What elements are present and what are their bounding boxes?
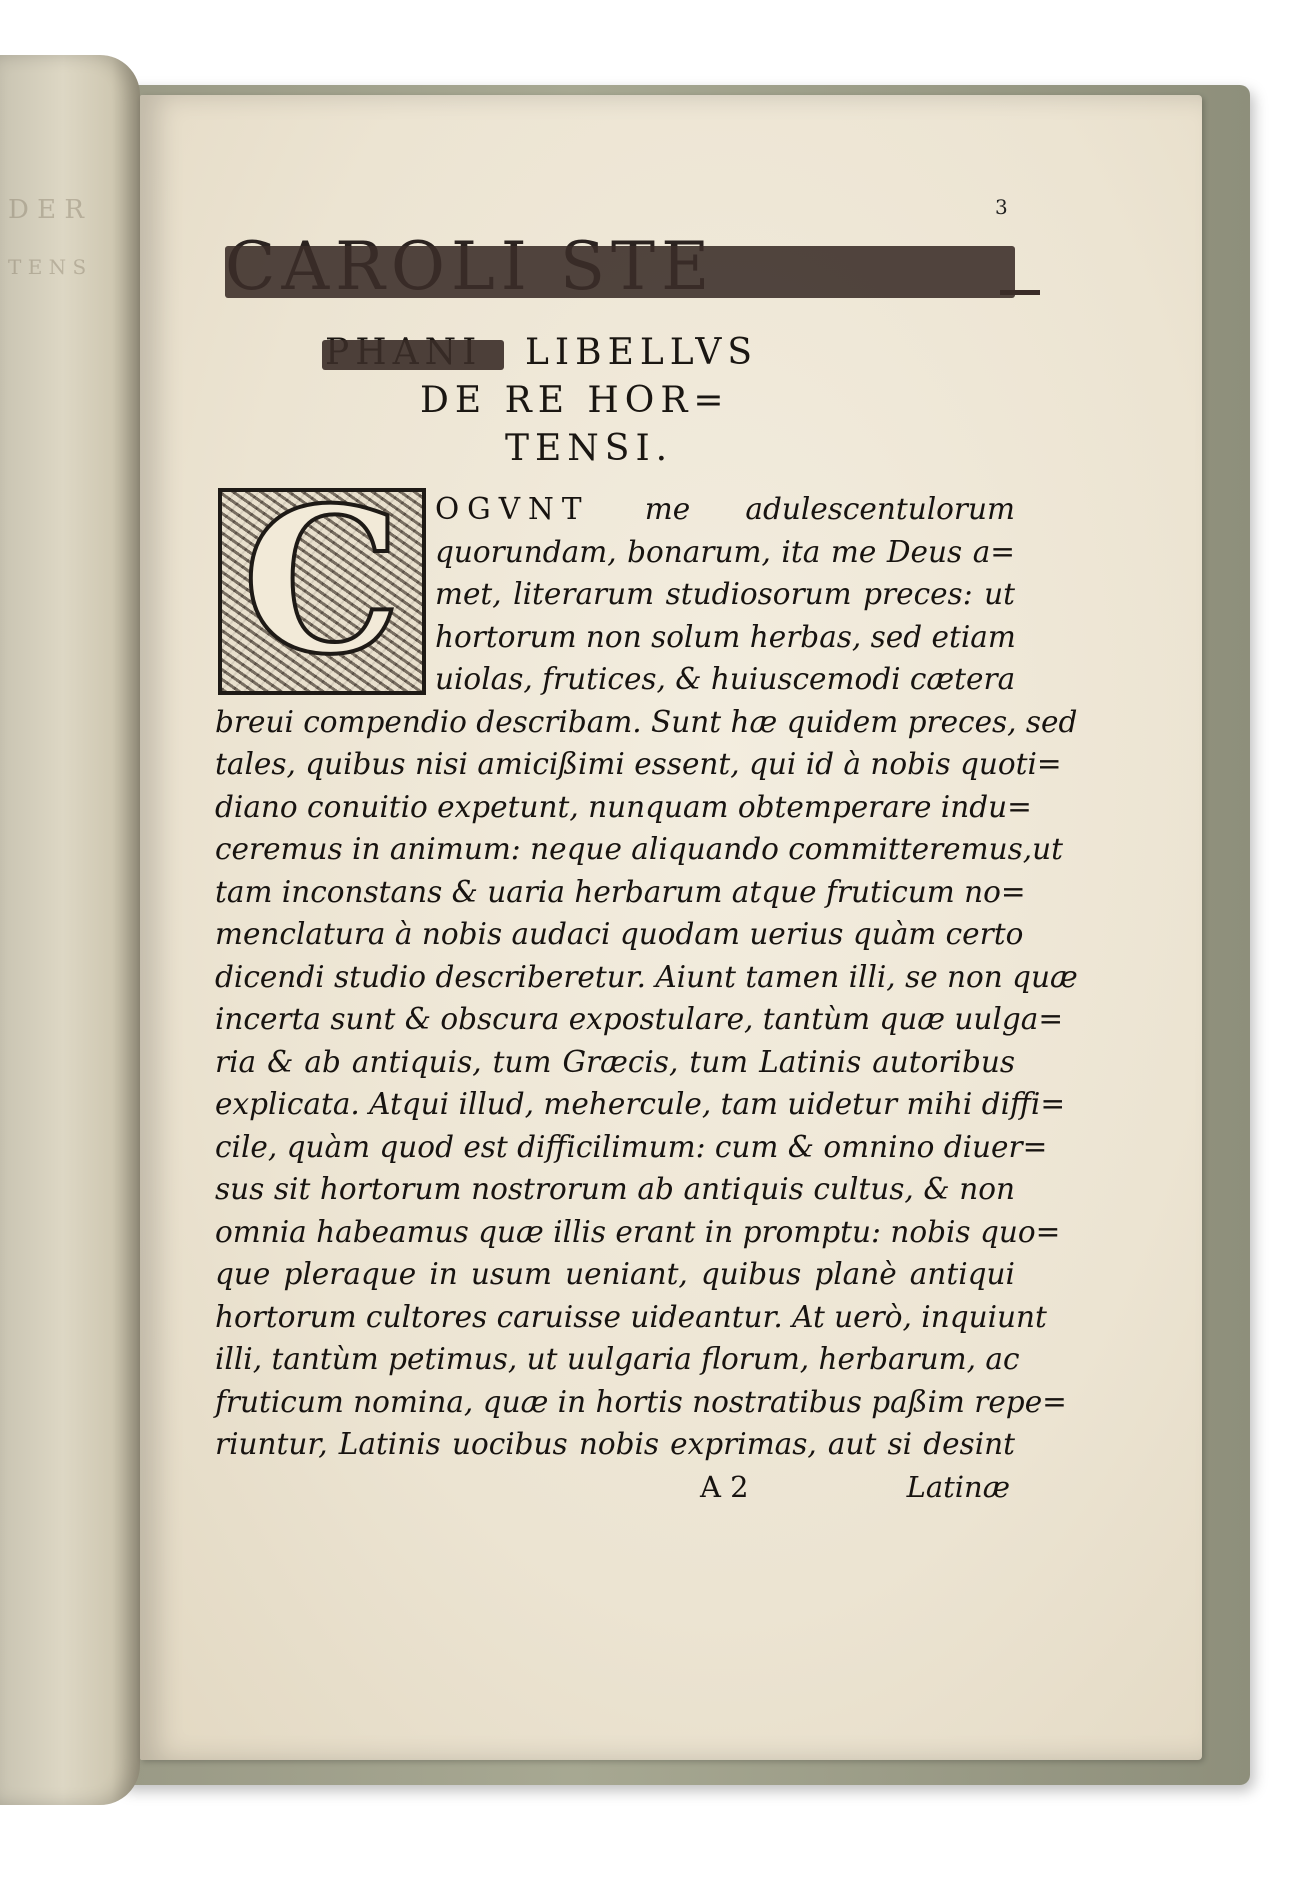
title-line-4: TENSI.	[505, 428, 674, 469]
text-line: omnia habeamus quæ illis erant in promptu: nobis quo=	[215, 1214, 1061, 1249]
text-line: menclatura à nobis audaci quodam uerius quàm certo	[215, 917, 1024, 951]
text-line: hortorum non solum herbas, sed etiam	[435, 619, 1016, 654]
catchword: Latinæ	[906, 1470, 1010, 1504]
ink-strikeout	[225, 246, 1015, 298]
text-line: ria & ab antiquis, tum Græcis, tum Latinis autoribus	[215, 1044, 1015, 1079]
initial-letter: C	[242, 488, 402, 695]
body-text	[215, 488, 1078, 1466]
text-line: quorundam, bonarum, ita me Deus a=	[435, 534, 1015, 569]
signature-mark: A 2	[700, 1470, 749, 1504]
text-line: riuntur, Latinis uocibus nobis exprimas, aut si desint	[215, 1427, 1015, 1461]
text-line: incerta sunt & obscura expostulare, tantùm quæ uulga=	[215, 1002, 1064, 1036]
text-line: breui compendio describam. Sunt hæ quidem preces, sed	[215, 704, 1078, 739]
text-line: sus sit hortorum nostrorum ab antiquis cultus, & non	[215, 1172, 1015, 1206]
catchline	[700, 1470, 1010, 1504]
title-line-3: DE RE HOR=	[420, 380, 730, 421]
ink-strikeout	[322, 340, 504, 370]
text-line: illi, tantùm petimus, ut uulgaria florum, herbarum, ac	[215, 1342, 1020, 1376]
text-line: OGVNT me adulescentulorum	[435, 492, 1015, 526]
text-line: diano conuitio expetunt, nunquam obtemperare indu=	[215, 789, 1032, 824]
text-line: ceremus in animum: neque aliquando committeremus,ut	[215, 832, 1063, 866]
show-through-text: T E N S	[8, 255, 87, 279]
text-line: explicata. Atqui illud, mehercule, tam uidetur mihi diffi=	[215, 1087, 1066, 1121]
text-line: hortorum cultores caruisse uideantur. At uerò, inquiunt	[215, 1299, 1047, 1334]
text-line: que pleraque in usum ueniant, quibus planè antiqui	[215, 1257, 1015, 1291]
show-through-text: D E R	[8, 195, 84, 225]
text-line: uiolas, frutices, & huiuscemodi cætera	[435, 662, 1016, 696]
title-line-2: LIBELLVS	[525, 332, 759, 373]
text-line: met, literarum studiosorum preces: ut	[435, 577, 1015, 611]
text-line: tam inconstans & uaria herbarum atque fruticum no=	[215, 874, 1026, 909]
text-line: cile, quàm quod est difficilimum: cum & omnino diuer=	[215, 1129, 1048, 1164]
ink-strikeout-tail	[1000, 290, 1040, 295]
facing-page	[0, 55, 140, 1805]
page-number: 3	[995, 195, 1008, 219]
text-line: dicendi studio describeretur. Aiunt tamen illi, se non quæ	[215, 959, 1078, 994]
first-word: OGVNT	[435, 492, 590, 526]
text-line: tales, quibus nisi amicißimi essent, qui id à nobis quoti=	[215, 747, 1062, 781]
text-line: fruticum nomina, quæ in hortis nostratibus paßim repe=	[215, 1384, 1067, 1419]
